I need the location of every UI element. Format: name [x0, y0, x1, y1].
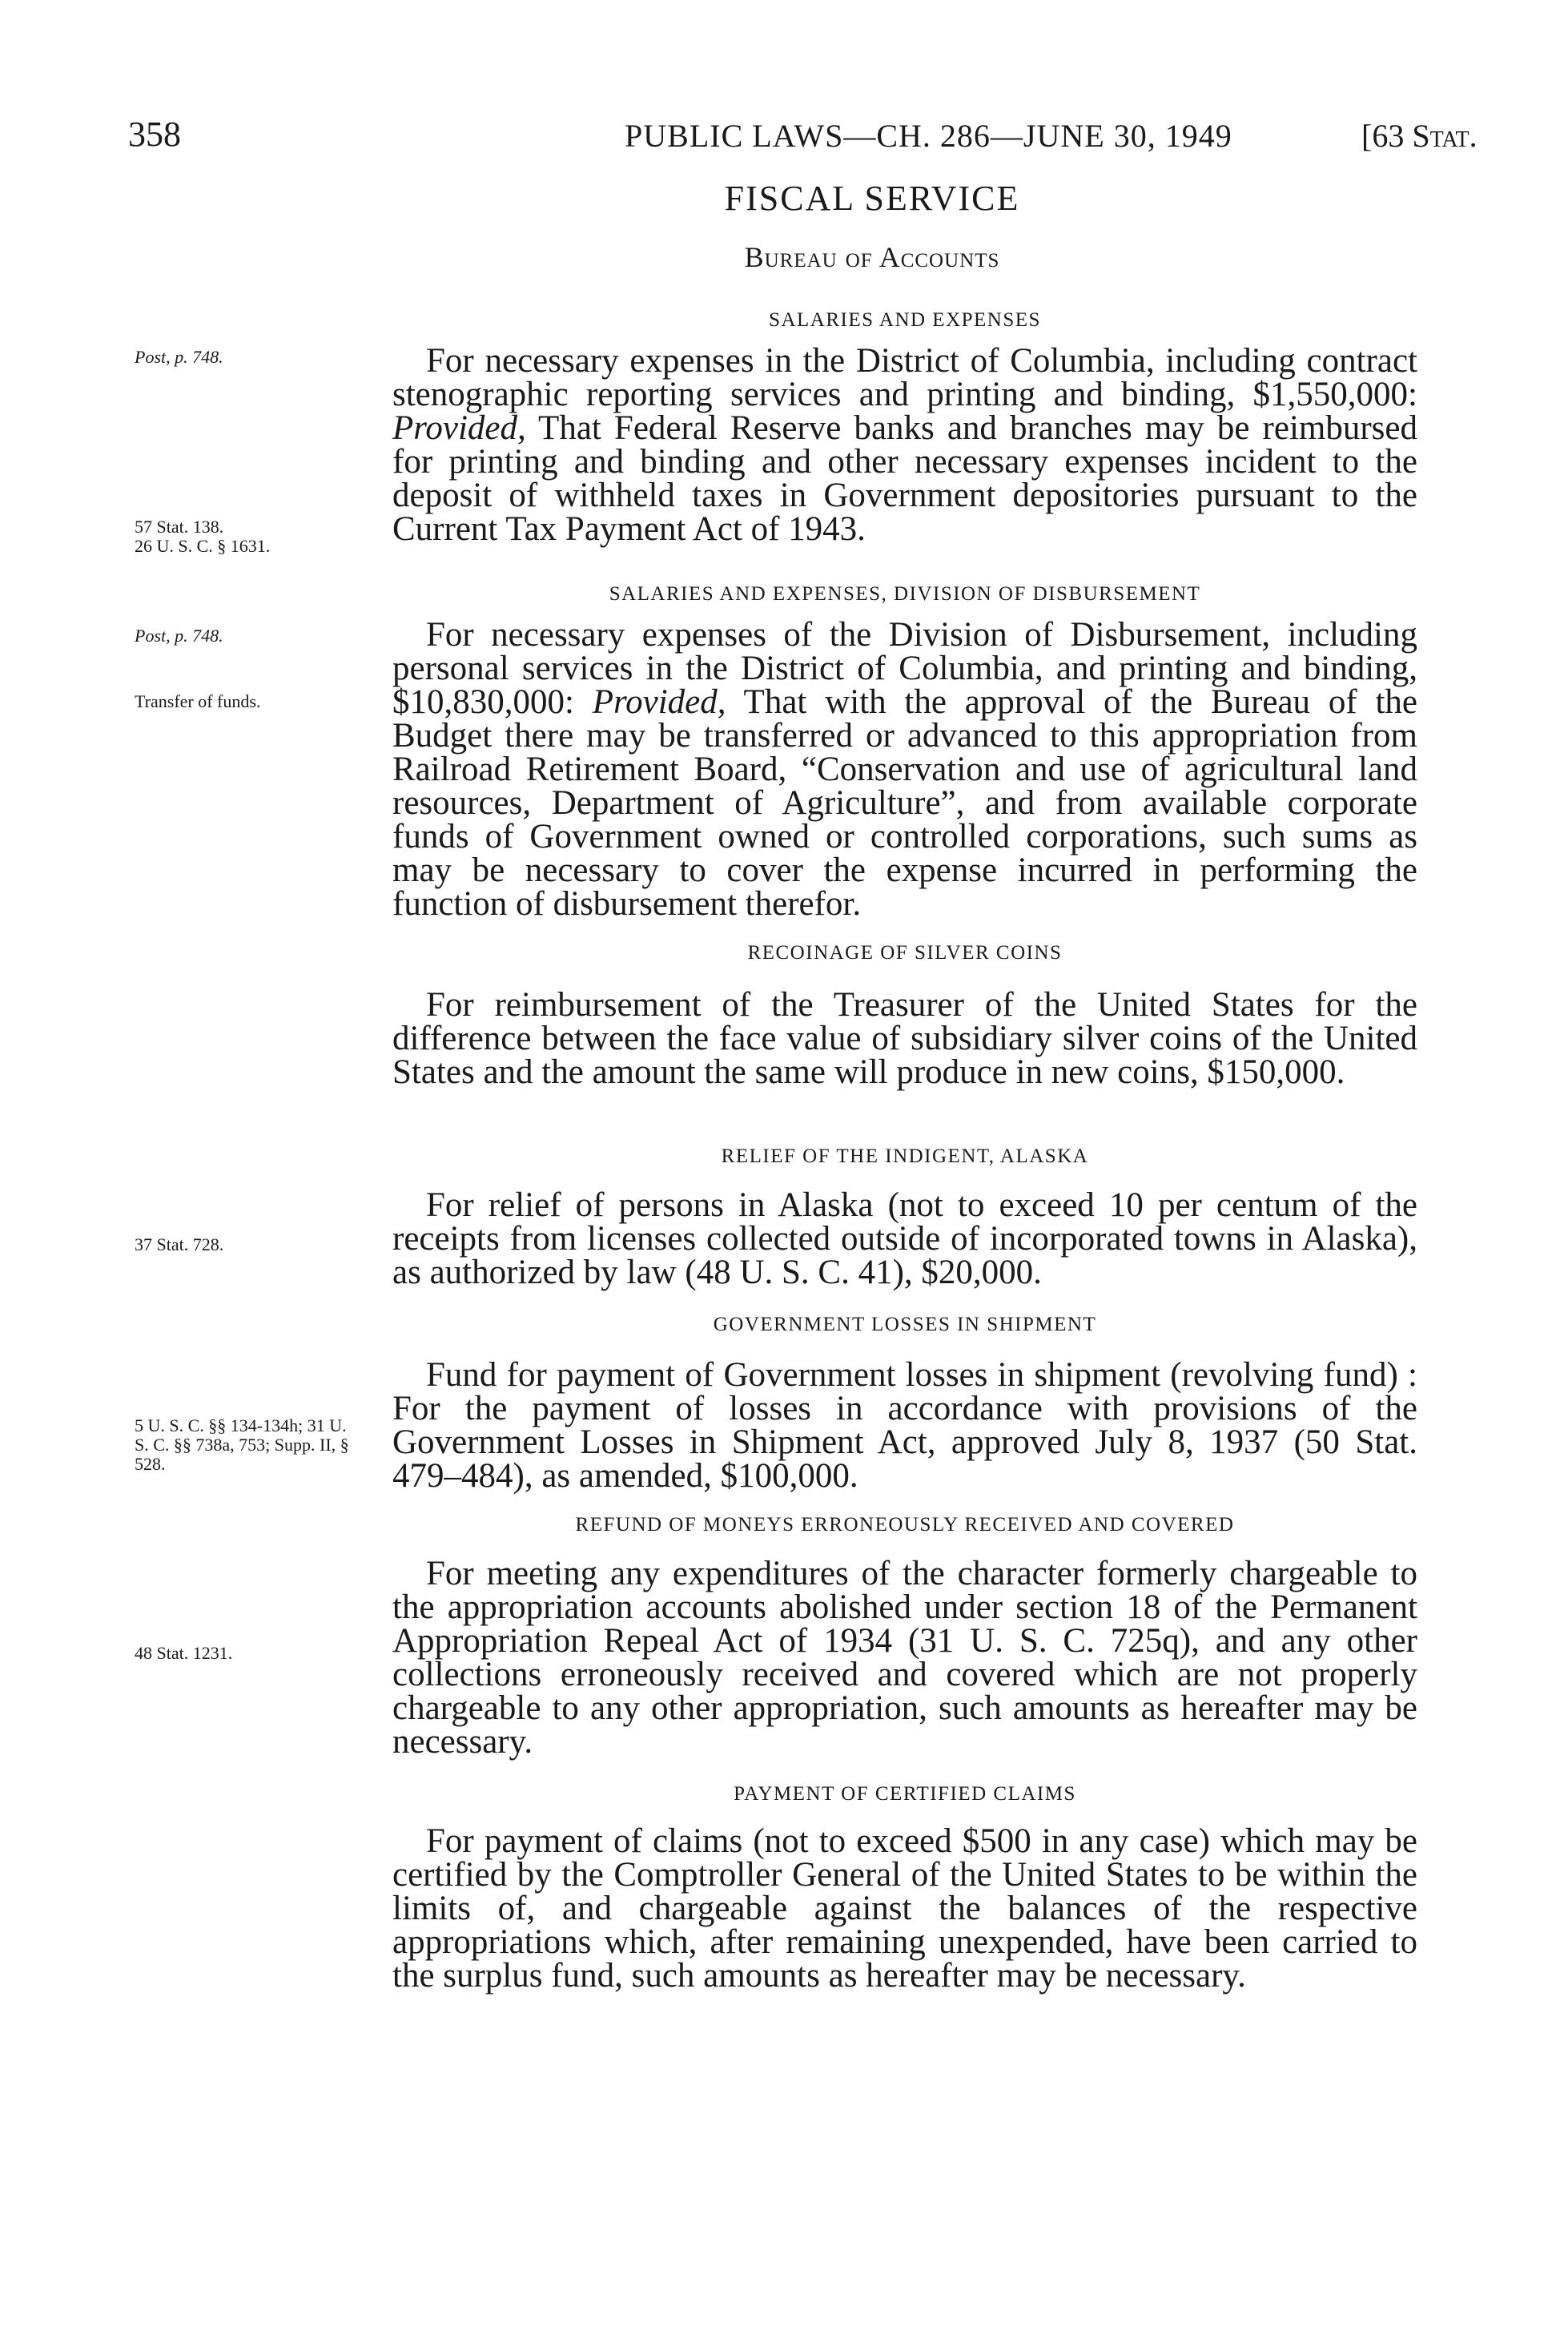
page-number: 358 [128, 115, 181, 154]
margin-note: Post, p. 748. [135, 626, 223, 646]
margin-note: Transfer of funds. [135, 691, 261, 711]
section-heading: REFUND OF MONEYS ERRONEOUSLY RECEIVED AND COVERED [575, 1514, 1235, 1536]
proviso-word: Provided, [392, 409, 526, 447]
section-heading: RECOINAGE OF SILVER COINS [747, 942, 1063, 964]
section-heading: RELIEF OF THE INDIGENT, ALASKA [721, 1145, 1089, 1167]
section-heading: SALARIES AND EXPENSES [769, 309, 1041, 331]
proviso-word: Provided, [592, 683, 726, 721]
statute-suffix: Stat. [1412, 118, 1478, 154]
paragraph-text: For necessary expenses of the Division of Disbursement, including personal services in the District of Columbia, and printing and binding, $10,830,000: [392, 616, 1417, 721]
running-head [0, 114, 1568, 162]
paragraph-text: That with the approval of the Bureau of the Budget there may be transferred or advanced to this appropriation from Railroad Retirement Board, “Conservation and use of agricultural land resources, Department of Agriculture”, and from available corporate funds of Government owned or controlled corporations, such sums as may be necessary to cover the expense incurred in performing the function of disbursement therefor. [392, 683, 1418, 923]
margin-note: 37 Stat. 728. [135, 1234, 224, 1254]
running-head-title: PUBLIC LAWS—CH. 286—JUNE 30, 1949 [625, 118, 1232, 154]
section-heading: PAYMENT OF CERTIFIED CLAIMS [734, 1783, 1076, 1805]
paragraph-text: For necessary expenses in the District of Columbia, including contract stenographic reporting services and printing and binding, $1,550,000: [392, 342, 1417, 413]
statute-reference [1361, 117, 1478, 155]
section-paragraph: For relief of persons in Alaska (not to exceed 10 per centum of the receipts from licenses collected outside of incorporated towns in Alaska), as authorized by law (48 U. S. C. 41), $20,000. [392, 1186, 1417, 1291]
section-heading: GOVERNMENT LOSSES IN SHIPMENT [713, 1314, 1097, 1335]
page-subtitle: Bureau of Accounts [744, 241, 1000, 273]
section-paragraph: For payment of claims (not to exceed $500 in any case) which may be certified by the Comptroller General of the United States to be within the limits of, and chargeable against the balances of the respective appropriations which, after remaining unexpended, have been carried to the surplus fund, such amounts as hereafter may be necessary. [392, 1822, 1417, 1995]
section-paragraph: For reimbursement of the Treasurer of the United States for the difference between the face value of subsidiary silver coins of the United States and the amount the same will produce in new coins, $150,000. [392, 986, 1417, 1091]
section-paragraph: Fund for payment of Government losses in shipment (revolving fund) : For the payment of losses in accordance with provisions of the Government Losses in Shipment Act, approved July 8, 1937 (50 Stat. 479–484), as amended, $100,000. [392, 1356, 1417, 1495]
margin-note: 48 Stat. 1231. [135, 1643, 233, 1663]
section-paragraph: For meeting any expenditures of the character formerly chargeable to the appropriation accounts abolished under section 18 of the Permanent Appropriation Repeal Act of 1934 (31 U. S. C. 725q), and any other collections erroneously received and covered which are not properly chargeable to any other appropriation, such amounts as hereafter may be necessary. [392, 1555, 1417, 1761]
statute-prefix: [63 [1361, 118, 1413, 154]
section-paragraph [392, 618, 1417, 921]
margin-note: Post, p. 748. [135, 347, 223, 367]
section-paragraph [392, 344, 1417, 546]
section-heading: SALARIES AND EXPENSES, DIVISION OF DISBURSEMENT [609, 583, 1201, 605]
page-title: FISCAL SERVICE [724, 179, 1020, 218]
paragraph-text: That Federal Reserve banks and branches may be reimbursed for printing and binding and other necessary expenses incident to the deposit of withheld taxes in Government depositories pursuant to the Current Tax Payment Act of 1943. [392, 409, 1417, 548]
margin-note: 5 U. S. C. §§ 134-134h; 31 U. S. C. §§ 738a, 753; Supp. II, § 528. [135, 1415, 349, 1474]
margin-note: 57 Stat. 138. 26 U. S. C. § 1631. [135, 517, 271, 556]
